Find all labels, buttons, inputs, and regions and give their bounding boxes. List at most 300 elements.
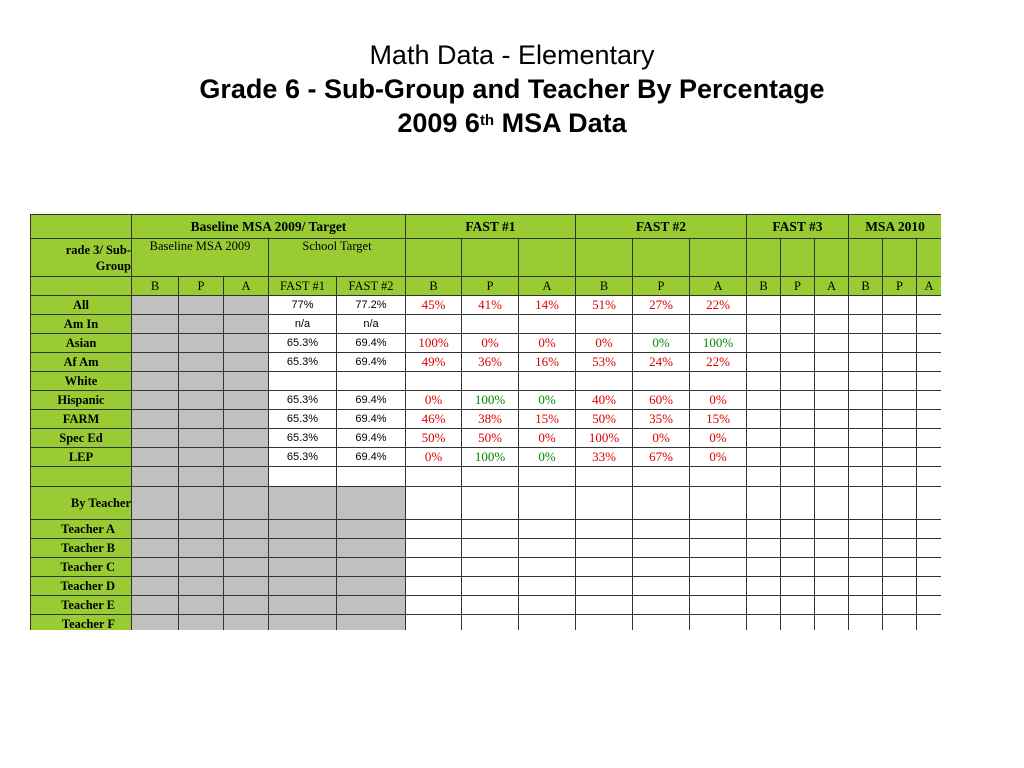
baseline-a-cell — [224, 315, 269, 334]
column-header-0: B — [132, 277, 179, 296]
subgroup-label: Af Am — [31, 353, 132, 372]
gray-cell — [179, 487, 224, 520]
group-header-0: Baseline MSA 2009/ Target — [132, 215, 406, 239]
baseline-p-cell — [179, 353, 224, 372]
data-table-container — [30, 214, 941, 630]
header-blank-cell — [31, 277, 132, 296]
empty-cell — [815, 429, 849, 448]
empty-cell — [462, 615, 519, 631]
fast2-value-cell: 24% — [633, 353, 690, 372]
empty-cell — [747, 448, 781, 467]
empty-cell — [747, 487, 781, 520]
empty-cell — [917, 539, 942, 558]
target-fast1-cell: 65.3% — [269, 410, 337, 429]
empty-cell — [690, 596, 747, 615]
empty-cell — [815, 520, 849, 539]
empty-cell — [781, 577, 815, 596]
header-blank-cell — [406, 239, 462, 277]
gray-cell — [179, 520, 224, 539]
gray-cell — [179, 558, 224, 577]
header-blank-cell — [747, 239, 781, 277]
fast2-value-cell — [690, 372, 747, 391]
empty-cell — [849, 577, 883, 596]
gray-cell — [269, 577, 337, 596]
baseline-p-cell — [179, 296, 224, 315]
empty-cell — [406, 577, 462, 596]
empty-cell — [747, 410, 781, 429]
column-header-9: P — [633, 277, 690, 296]
empty-cell — [815, 334, 849, 353]
empty-cell — [406, 615, 462, 631]
empty-cell — [883, 410, 917, 429]
empty-cell — [781, 487, 815, 520]
gray-cell — [337, 615, 406, 631]
baseline-p-cell — [179, 410, 224, 429]
gray-cell — [179, 596, 224, 615]
empty-cell — [849, 353, 883, 372]
teacher-row — [31, 596, 942, 615]
subgroup-row — [31, 429, 942, 448]
empty-cell — [849, 615, 883, 631]
corner-cell — [31, 215, 132, 239]
empty-cell — [462, 596, 519, 615]
by-teacher-label: By Teacher — [31, 487, 132, 520]
header-blank-cell — [917, 239, 942, 277]
header-blank-cell — [781, 239, 815, 277]
fast1-value-cell: 0% — [462, 334, 519, 353]
baseline-a-cell — [224, 429, 269, 448]
column-header-16: A — [917, 277, 942, 296]
gray-cell — [132, 487, 179, 520]
fast2-value-cell: 40% — [576, 391, 633, 410]
gray-cell — [132, 615, 179, 631]
fast1-value-cell: 100% — [406, 334, 462, 353]
target-fast1-cell: n/a — [269, 315, 337, 334]
baseline-msa-header: Baseline MSA 2009 — [132, 239, 269, 277]
empty-cell — [849, 410, 883, 429]
group-header-row — [31, 215, 942, 239]
baseline-b-cell — [132, 448, 179, 467]
fast1-value-cell: 100% — [462, 391, 519, 410]
subgroup-label: Am In — [31, 315, 132, 334]
gray-cell — [132, 558, 179, 577]
baseline-p-cell — [179, 429, 224, 448]
empty-cell — [883, 448, 917, 467]
fast1-value-cell: 14% — [519, 296, 576, 315]
empty-cell — [849, 334, 883, 353]
empty-cell — [747, 520, 781, 539]
baseline-b-cell — [132, 353, 179, 372]
empty-cell — [576, 520, 633, 539]
empty-cell — [781, 372, 815, 391]
gray-cell — [224, 487, 269, 520]
empty-cell — [781, 520, 815, 539]
fast2-value-cell: 27% — [633, 296, 690, 315]
empty-cell — [690, 520, 747, 539]
gray-cell — [269, 558, 337, 577]
empty-cell — [815, 467, 849, 487]
target-fast1-cell: 65.3% — [269, 334, 337, 353]
column-header-11: B — [747, 277, 781, 296]
gray-cell — [179, 539, 224, 558]
subgroup-label: Hispanic — [31, 391, 132, 410]
fast1-value-cell: 38% — [462, 410, 519, 429]
empty-cell — [576, 615, 633, 631]
column-header-13: A — [815, 277, 849, 296]
empty-cell — [406, 487, 462, 520]
empty-cell — [576, 577, 633, 596]
fast2-value-cell: 0% — [690, 448, 747, 467]
school-target-header: School Target — [269, 239, 406, 277]
title-line-2: Grade 6 - Sub-Group and Teacher By Percentage — [199, 74, 825, 104]
empty-cell — [576, 467, 633, 487]
header-blank-cell — [633, 239, 690, 277]
fast2-value-cell — [633, 315, 690, 334]
gray-cell — [269, 539, 337, 558]
fast2-value-cell: 22% — [690, 353, 747, 372]
fast1-value-cell: 50% — [462, 429, 519, 448]
empty-cell — [633, 596, 690, 615]
gray-cell — [224, 615, 269, 631]
empty-cell — [576, 558, 633, 577]
subgroup-row — [31, 448, 942, 467]
empty-cell — [815, 315, 849, 334]
target-fast1-cell: 77% — [269, 296, 337, 315]
target-fast1-cell: 65.3% — [269, 391, 337, 410]
gray-cell — [132, 577, 179, 596]
empty-cell — [917, 429, 942, 448]
baseline-b-cell — [132, 391, 179, 410]
empty-cell — [883, 467, 917, 487]
baseline-p-cell — [179, 334, 224, 353]
fast1-value-cell: 0% — [406, 391, 462, 410]
empty-cell — [917, 315, 942, 334]
subgroup-row — [31, 391, 942, 410]
header-blank-cell — [519, 239, 576, 277]
subgroup-label: All — [31, 296, 132, 315]
gray-cell — [224, 558, 269, 577]
fast2-value-cell: 22% — [690, 296, 747, 315]
empty-cell — [690, 558, 747, 577]
column-header-1: P — [179, 277, 224, 296]
baseline-a-cell — [224, 391, 269, 410]
teacher-row — [31, 558, 942, 577]
gray-cell — [269, 487, 337, 520]
empty-cell — [849, 372, 883, 391]
blank-gray-cell — [179, 467, 224, 487]
empty-cell — [815, 391, 849, 410]
empty-cell — [519, 520, 576, 539]
fast2-value-cell: 0% — [633, 429, 690, 448]
empty-cell — [747, 296, 781, 315]
column-header-12: P — [781, 277, 815, 296]
fast1-value-cell: 49% — [406, 353, 462, 372]
baseline-a-cell — [224, 448, 269, 467]
fast1-value-cell: 16% — [519, 353, 576, 372]
by-teacher-row — [31, 487, 942, 520]
empty-cell — [815, 539, 849, 558]
empty-cell — [690, 487, 747, 520]
empty-cell — [747, 334, 781, 353]
gray-cell — [269, 520, 337, 539]
empty-cell — [781, 429, 815, 448]
empty-cell — [337, 467, 406, 487]
empty-cell — [917, 596, 942, 615]
gray-cell — [224, 539, 269, 558]
column-header-3: FAST #1 — [269, 277, 337, 296]
empty-cell — [269, 467, 337, 487]
fast1-value-cell: 100% — [462, 448, 519, 467]
fast1-value-cell: 45% — [406, 296, 462, 315]
empty-cell — [883, 296, 917, 315]
empty-cell — [883, 429, 917, 448]
empty-cell — [519, 558, 576, 577]
empty-cell — [815, 615, 849, 631]
empty-cell — [917, 487, 942, 520]
column-header-15: P — [883, 277, 917, 296]
baseline-p-cell — [179, 372, 224, 391]
separator-row — [31, 467, 942, 487]
empty-cell — [576, 487, 633, 520]
subheader-row-2 — [31, 239, 942, 277]
gray-cell — [337, 558, 406, 577]
fast1-value-cell — [406, 315, 462, 334]
header-blank-cell — [849, 239, 883, 277]
empty-cell — [781, 596, 815, 615]
empty-cell — [815, 296, 849, 315]
subgroup-row — [31, 296, 942, 315]
subgroup-label: FARM — [31, 410, 132, 429]
fast1-value-cell: 41% — [462, 296, 519, 315]
target-fast1-cell: 65.3% — [269, 429, 337, 448]
subgroup-label: LEP — [31, 448, 132, 467]
baseline-p-cell — [179, 391, 224, 410]
empty-cell — [633, 467, 690, 487]
target-fast2-cell: 69.4% — [337, 429, 406, 448]
empty-cell — [849, 448, 883, 467]
empty-cell — [781, 296, 815, 315]
baseline-b-cell — [132, 315, 179, 334]
gray-cell — [179, 577, 224, 596]
empty-cell — [519, 467, 576, 487]
teacher-row — [31, 520, 942, 539]
blank-gray-cell — [224, 467, 269, 487]
header-blank-cell — [883, 239, 917, 277]
target-fast2-cell: 69.4% — [337, 391, 406, 410]
empty-cell — [917, 520, 942, 539]
empty-cell — [917, 296, 942, 315]
empty-cell — [690, 615, 747, 631]
teacher-row — [31, 539, 942, 558]
empty-cell — [781, 558, 815, 577]
gray-cell — [337, 596, 406, 615]
empty-cell — [747, 353, 781, 372]
subgroup-label: White — [31, 372, 132, 391]
empty-cell — [883, 520, 917, 539]
empty-cell — [917, 615, 942, 631]
target-fast2-cell: n/a — [337, 315, 406, 334]
empty-cell — [815, 410, 849, 429]
gray-cell — [224, 520, 269, 539]
column-header-row — [31, 277, 942, 296]
subgroup-row — [31, 334, 942, 353]
target-fast2-cell: 77.2% — [337, 296, 406, 315]
empty-cell — [815, 353, 849, 372]
target-fast1-cell: 65.3% — [269, 353, 337, 372]
column-header-5: B — [406, 277, 462, 296]
empty-cell — [462, 467, 519, 487]
subgroup-row — [31, 372, 942, 391]
empty-cell — [633, 615, 690, 631]
empty-cell — [747, 391, 781, 410]
gray-cell — [132, 520, 179, 539]
blank-gray-cell — [132, 467, 179, 487]
target-fast2-cell: 69.4% — [337, 353, 406, 372]
baseline-b-cell — [132, 296, 179, 315]
empty-cell — [883, 539, 917, 558]
target-fast2-cell: 69.4% — [337, 448, 406, 467]
baseline-b-cell — [132, 410, 179, 429]
header-blank-cell — [815, 239, 849, 277]
subgroup-label: Asian — [31, 334, 132, 353]
subgroup-label: Spec Ed — [31, 429, 132, 448]
baseline-a-cell — [224, 334, 269, 353]
empty-cell — [917, 467, 942, 487]
empty-cell — [462, 520, 519, 539]
fast1-value-cell: 36% — [462, 353, 519, 372]
teacher-label: Teacher D — [31, 577, 132, 596]
empty-cell — [747, 372, 781, 391]
group-header-2: FAST #2 — [576, 215, 747, 239]
teacher-label: Teacher C — [31, 558, 132, 577]
empty-cell — [633, 520, 690, 539]
empty-cell — [849, 391, 883, 410]
fast2-value-cell: 33% — [576, 448, 633, 467]
empty-cell — [576, 539, 633, 558]
empty-cell — [883, 372, 917, 391]
empty-cell — [781, 448, 815, 467]
title-line-3: 2009 6th MSA Data — [397, 108, 627, 138]
blank-label — [31, 467, 132, 487]
baseline-p-cell — [179, 448, 224, 467]
baseline-b-cell — [132, 372, 179, 391]
empty-cell — [815, 596, 849, 615]
fast2-value-cell: 0% — [690, 391, 747, 410]
empty-cell — [883, 391, 917, 410]
baseline-a-cell — [224, 353, 269, 372]
empty-cell — [462, 539, 519, 558]
fast2-value-cell: 100% — [690, 334, 747, 353]
empty-cell — [815, 577, 849, 596]
gray-cell — [224, 577, 269, 596]
empty-cell — [462, 558, 519, 577]
subgroup-row — [31, 315, 942, 334]
empty-cell — [849, 487, 883, 520]
teacher-label: Teacher F — [31, 615, 132, 631]
fast2-value-cell — [576, 372, 633, 391]
group-header-1: FAST #1 — [406, 215, 576, 239]
empty-cell — [747, 577, 781, 596]
empty-cell — [519, 615, 576, 631]
title-line-1: Math Data - Elementary — [369, 40, 655, 70]
empty-cell — [815, 487, 849, 520]
gray-cell — [269, 596, 337, 615]
fast2-value-cell: 0% — [690, 429, 747, 448]
gray-cell — [132, 539, 179, 558]
target-fast2-cell: 69.4% — [337, 410, 406, 429]
fast2-value-cell — [576, 315, 633, 334]
header-blank-cell — [462, 239, 519, 277]
teacher-label: Teacher A — [31, 520, 132, 539]
teacher-label: Teacher E — [31, 596, 132, 615]
empty-cell — [462, 577, 519, 596]
empty-cell — [747, 429, 781, 448]
fast2-value-cell: 67% — [633, 448, 690, 467]
empty-cell — [781, 334, 815, 353]
column-header-4: FAST #2 — [337, 277, 406, 296]
fast1-value-cell: 0% — [519, 391, 576, 410]
fast2-value-cell: 0% — [576, 334, 633, 353]
empty-cell — [462, 487, 519, 520]
fast2-value-cell: 60% — [633, 391, 690, 410]
gray-cell — [132, 596, 179, 615]
gray-cell — [224, 596, 269, 615]
empty-cell — [747, 615, 781, 631]
target-fast1-cell: 65.3% — [269, 448, 337, 467]
empty-cell — [781, 539, 815, 558]
gray-cell — [337, 487, 406, 520]
gray-cell — [269, 615, 337, 631]
empty-cell — [917, 372, 942, 391]
empty-cell — [883, 596, 917, 615]
empty-cell — [781, 315, 815, 334]
group-header-3: FAST #3 — [747, 215, 849, 239]
empty-cell — [406, 467, 462, 487]
empty-cell — [917, 334, 942, 353]
empty-cell — [576, 596, 633, 615]
teacher-row — [31, 615, 942, 631]
empty-cell — [747, 539, 781, 558]
empty-cell — [849, 296, 883, 315]
baseline-a-cell — [224, 296, 269, 315]
fast2-value-cell — [633, 372, 690, 391]
fast2-value-cell: 53% — [576, 353, 633, 372]
empty-cell — [781, 615, 815, 631]
fast1-value-cell — [519, 315, 576, 334]
empty-cell — [917, 448, 942, 467]
empty-cell — [519, 487, 576, 520]
empty-cell — [849, 520, 883, 539]
subgroup-row — [31, 410, 942, 429]
empty-cell — [815, 448, 849, 467]
fast2-value-cell: 15% — [690, 410, 747, 429]
gray-cell — [179, 615, 224, 631]
fast2-value-cell: 0% — [633, 334, 690, 353]
fast1-value-cell: 0% — [519, 448, 576, 467]
empty-cell — [747, 467, 781, 487]
gray-cell — [337, 520, 406, 539]
empty-cell — [690, 467, 747, 487]
empty-cell — [690, 539, 747, 558]
empty-cell — [781, 410, 815, 429]
baseline-a-cell — [224, 410, 269, 429]
empty-cell — [519, 539, 576, 558]
empty-cell — [781, 467, 815, 487]
subgroup-row — [31, 353, 942, 372]
baseline-b-cell — [132, 429, 179, 448]
empty-cell — [633, 558, 690, 577]
empty-cell — [633, 487, 690, 520]
